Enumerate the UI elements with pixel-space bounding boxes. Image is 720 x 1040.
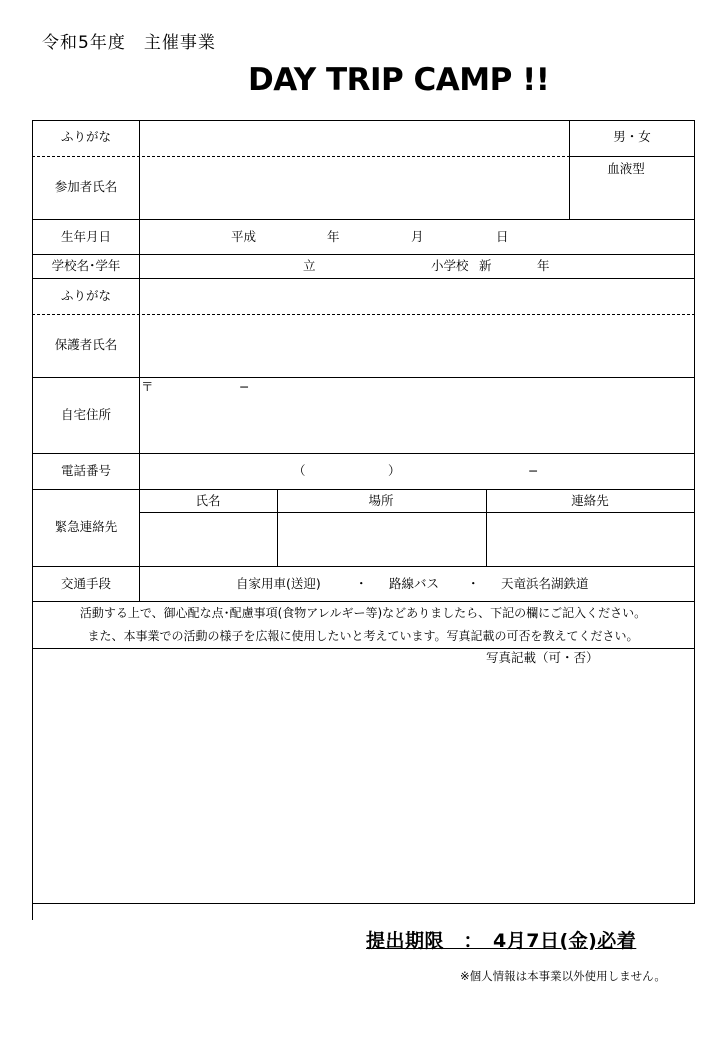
rule-phone-bottom [32, 489, 695, 490]
school-municipal: 立 [303, 258, 316, 273]
guardian-name-label: 保護者氏名 [54, 337, 118, 352]
birthdate-label: 生年月日 [60, 229, 111, 244]
rule-top [32, 120, 695, 121]
phone-close-paren: ） [388, 463, 401, 478]
transport-separator-1: ・ [355, 576, 368, 591]
birthdate-day: 日 [496, 229, 509, 244]
birthdate-year: 年 [327, 229, 340, 244]
guardian-furigana-label: ふりがな [60, 288, 111, 303]
birthdate-era: 平成 [231, 229, 257, 244]
rule-gender [569, 156, 695, 157]
postal-dash: − [239, 379, 250, 394]
gender-options: 男・女 [613, 129, 651, 144]
notice-line-2: また、本事業での活動の様子を広報に使用したいと考えています。写真記載の可否を教えてください。 [87, 629, 639, 643]
emergency-col-contact: 連絡先 [571, 493, 609, 508]
page-title: DAY TRIP CAMP !! [248, 62, 550, 98]
rule-emergency-header [139, 512, 695, 513]
transport-option-car: 自家用車(送迎) [236, 576, 321, 591]
birthdate-month: 月 [411, 229, 424, 244]
school-grade: 年 [537, 258, 550, 273]
emergency-col-name: 氏名 [195, 493, 221, 508]
rule-school-bottom [32, 278, 695, 279]
phone-dash: − [528, 463, 539, 478]
postal-mark: 〒 [141, 379, 154, 394]
furigana-label: ふりがな [60, 129, 111, 144]
participant-name-label: 参加者氏名 [54, 179, 118, 194]
rule-address-bottom [32, 453, 695, 454]
transport-option-railway: 天竜浜名湖鉄道 [501, 576, 589, 591]
rule-furigana-dash [32, 156, 570, 157]
transport-label: 交通手段 [60, 576, 111, 591]
privacy-note: ※個人情報は本事業以外使用しません。 [460, 969, 666, 983]
emergency-divider-2 [486, 489, 487, 566]
emergency-divider-1 [277, 489, 278, 566]
photo-consent: 写真記載（可・否） [486, 650, 599, 665]
phone-open-paren: （ [293, 463, 306, 478]
rule-birth-bottom [32, 254, 695, 255]
blood-type-label: 血液型 [607, 161, 645, 176]
school-label: 学校名･学年 [51, 258, 121, 273]
rule-guardian-bottom [32, 377, 695, 378]
rule-notice-bottom [32, 648, 695, 649]
rule-guardian-furigana-dash [32, 314, 695, 315]
emergency-col-place: 場所 [368, 493, 394, 508]
transport-separator-2: ・ [467, 576, 480, 591]
address-label: 自宅住所 [60, 407, 111, 422]
rule-transport-bottom [32, 601, 695, 602]
program-heading: 令和5年度 主催事業 [42, 33, 216, 53]
submission-deadline: 提出期限 ： 4月7日(金)必着 [366, 930, 637, 952]
notice-line-1: 活動する上で、御心配な点･配慮事項(食物アレルギー等)などありましたら、下記の欄にご記入ください。 [79, 606, 647, 620]
rule-emergency-bottom [32, 566, 695, 567]
emergency-label: 緊急連絡先 [54, 519, 118, 534]
rule-form-bottom [32, 903, 695, 904]
rule-name-bottom [32, 219, 695, 220]
phone-label: 電話番号 [60, 463, 111, 478]
gender-column-divider [569, 120, 570, 219]
school-new: 新 [479, 258, 492, 273]
transport-option-bus: 路線バス [389, 576, 440, 591]
school-elementary: 小学校 [431, 258, 469, 273]
